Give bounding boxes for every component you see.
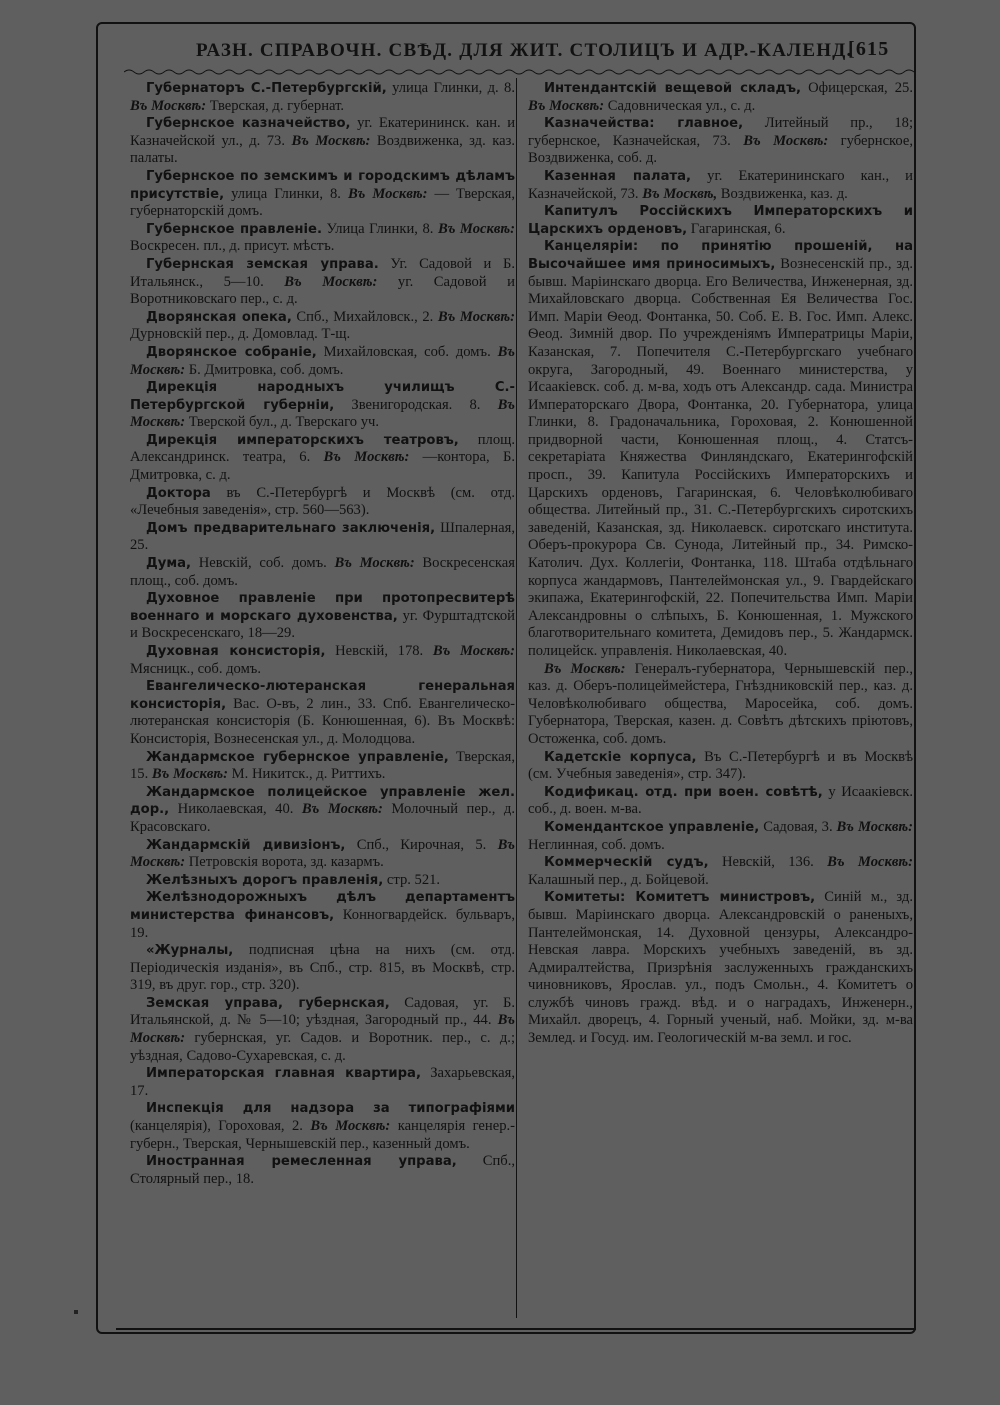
entry-moscow-text: Воскресенская площ., соб. домъ.: [130, 555, 515, 589]
entry-text: Садовая, уг. Б. Итальянской, д. № 5—10; уѣздная, Загородный пр., 44.: [130, 994, 515, 1029]
entry-moscow-text: М. Никитск., д. Риттихъ.: [228, 766, 386, 783]
entry-text: Въ С.-Петербургѣ и въ Москвѣ (см. Учебныя заведенія», стр. 347).: [528, 748, 913, 783]
entry-text: Шпалерная, 25.: [130, 519, 516, 554]
directory-entry: [528, 749, 913, 784]
directory-entry: [130, 555, 515, 590]
entry-text: Садовая, 3.: [759, 818, 833, 835]
entry-text: стр. 521.: [383, 871, 441, 888]
entry-moscow-text: Неглинная, соб. домъ.: [528, 836, 665, 853]
running-header: [196, 40, 916, 62]
directory-entry: [130, 520, 515, 555]
page-number: [615: [848, 38, 890, 60]
entry-heading: Кодификац. отд. при воен. совѣтѣ,: [544, 784, 823, 800]
entry-heading: Комитеты: Комитетъ министровъ,: [544, 890, 816, 906]
entry-heading: Комендантское управленіе,: [544, 819, 760, 835]
entry-moscow-label: Въ Москвѣ:: [285, 132, 371, 149]
entry-moscow-label: Въ Москвѣ:: [832, 818, 913, 835]
entry-moscow-label: Въ Москвѣ:: [326, 555, 415, 572]
entry-text: Синій м., зд. бывш. Маріинскаго дворца. Александровскій о раненыхъ, Пантелеймонская, 14. Духовной цензуры, Александро-Невская лавра. Морскихъ учебныхъ заведеній, въ зд. Адмиралтейства, Призрѣнія заслуженныхъ гражданскихъ чиновниковъ, Ярослав. ул., подъ Смольн., 4. Комитетъ о службѣ чиновъ гражд. вѣд. и о наградахъ, Инженерн., Михайл. дворецъ, 4. Горный ученый, наб. Мойки, зд. м-ва Землед. и Госуд. им. Геологическій м-ва земл. и гос.: [528, 889, 913, 1047]
entry-moscow-text: Петровскія ворота, зд. казармъ.: [185, 854, 384, 871]
directory-entry: [130, 784, 515, 837]
entry-heading: Дворянское собраніе,: [146, 344, 317, 360]
entry-text: площ. Александринск. театра, 6.: [130, 431, 515, 466]
entry-heading: Дирекція императорскихъ театровъ,: [146, 432, 459, 448]
entry-text: Михайловская, соб. домъ.: [316, 343, 491, 360]
entry-text: уг. Екатерининскаго кан., и Казначейской, 73.: [528, 167, 913, 202]
entry-moscow-label: Въ Москвѣ:: [813, 854, 913, 871]
entry-heading: Губернское казначейство,: [146, 116, 351, 132]
entry-heading: Инспекція для надзора за типографіями: [146, 1101, 515, 1117]
entry-moscow-text: Генералъ-губернатора, Чернышевскій пер., каз. д. Оберъ-полицеймейстера, Гнѣздниковскій пер., каз. д. Человѣколюбиваго общества, Маросейка, соб. домъ. Губернатора, Тверская, казен. д. Совѣтъ дѣтскихъ пріютовъ, Остоженка, соб. домъ.: [528, 660, 913, 747]
entry-heading: «Журналы,: [146, 943, 234, 959]
entry-heading: Духовная консисторія,: [146, 644, 326, 659]
entry-moscow-label: Въ Москвѣ:: [148, 766, 229, 783]
entry-heading: Жандармское губернское управленіе,: [146, 749, 449, 765]
directory-entry: [528, 854, 913, 889]
entry-heading: Казначейства: главное,: [544, 116, 744, 132]
entry-heading: Губернская земская управа.: [146, 256, 379, 272]
entry-text: Спб., Столярный пер., 18.: [130, 1153, 515, 1187]
entry-moscow-text: Б. Дмитровка, соб. домъ.: [185, 361, 344, 378]
directory-entry: [528, 889, 913, 1047]
entry-moscow-text: Воздвиженка, каз. д.: [717, 185, 848, 202]
entry-text: Литейный пр., 18; губернское, Казначейская, 73.: [528, 115, 913, 149]
entry-text: Звенигородская. 8.: [334, 396, 481, 413]
entry-text: подписная цѣна на нихъ (см. отд. Періодическія изданія», въ Спб., стр. 815, въ Москвѣ, стр. 319, въ друг. гор., стр. 320).: [130, 942, 515, 994]
directory-entry: [130, 221, 515, 256]
entry-heading: Земская управа, губернская,: [146, 995, 390, 1011]
entry-moscow-label: Въ Москвѣ:: [310, 449, 410, 466]
entry-text: Уг. Садовой и Б. Итальянск., 5—10.: [130, 255, 515, 290]
entry-moscow-text: Дурновскій пер., д. Домовлад. Т-щ.: [130, 326, 351, 343]
entry-text: Улица Глинки, 8.: [321, 220, 434, 237]
directory-entry: [528, 661, 913, 749]
entry-text: у Исаакіевск. соб., д. воен. м-ва.: [528, 783, 914, 818]
entry-text: Спб., Михайловск., 2.: [291, 308, 434, 325]
directory-entry: [528, 203, 913, 238]
entry-moscow-label: Въ Москвѣ:: [130, 1012, 515, 1047]
entry-moscow-text: Садовническая ул., с. д.: [604, 97, 756, 114]
entry-heading: Канцеляріи: по принятію прошеній, на Высочайшее имя приносимыхъ,: [528, 239, 913, 272]
entry-heading: Духовное правленіе при протопресвитерѣ военнаго и морскаго духовенства,: [130, 591, 515, 624]
entry-moscow-label: Въ Москвѣ:: [130, 343, 515, 378]
entry-heading: Жандармскій дивизіонъ,: [146, 837, 346, 853]
directory-entry: [130, 115, 515, 168]
entry-moscow-text: губернское, Воздвиженка, соб. д.: [528, 132, 913, 167]
entry-heading: Евангелическо-лютеранская генеральная консисторія,: [130, 679, 515, 712]
entry-moscow-text: Спб. Евангелическо-лютеранская консисторія (Б. Конюшенная, 6). Въ Москвѣ: Консисторія, Вознесенская ул., д. Молодцова.: [130, 695, 515, 747]
column-divider: [516, 78, 517, 1318]
entry-moscow-text: — Тверская, губернаторскій домъ.: [130, 185, 515, 220]
directory-entry: [130, 432, 515, 485]
entry-text: Вас. О-въ, 2 лин., 33.: [226, 695, 377, 712]
entry-heading: Желѣзнодорожныхъ дѣлъ департаментъ министерства финансовъ,: [130, 890, 515, 923]
entry-moscow-label: Въ Москвѣ:: [528, 97, 605, 114]
entry-heading: Жандармское полицейское управленіе жел. дор.,: [130, 784, 515, 818]
directory-entry: [130, 344, 515, 379]
directory-entry: [130, 256, 515, 309]
entry-text: уг. Фурштадтской и Воскресенскаго, 18—29.: [130, 607, 515, 642]
entry-moscow-text: Тверской бул., д. Тверскаго уч.: [185, 414, 379, 431]
directory-entry: [130, 678, 515, 748]
entry-moscow-text: Молочный пер., д. Красовскаго.: [130, 801, 515, 835]
entry-moscow-text: губернская, уг. Садов. и Воротник. пер., с. д.; уѣздная, Садово-Сухаревская, с. д.: [130, 1030, 515, 1064]
directory-entry: [130, 168, 515, 221]
entry-text: Захарьевская, 17.: [130, 1065, 515, 1099]
directory-entry: [130, 309, 515, 344]
entry-text: Офицерская, 25.: [801, 80, 913, 96]
entry-heading: Казенная палата,: [544, 168, 692, 184]
bottom-rule: [116, 1328, 916, 1330]
directory-entry: [528, 80, 913, 115]
entry-moscow-label: Въ Москвѣ:: [302, 1118, 391, 1135]
entry-heading: Императорская главная квартира,: [146, 1066, 421, 1082]
entry-text: Николаевская, 40.: [169, 801, 294, 818]
directory-entry: [130, 889, 515, 942]
entry-text: Вознесенскій пр., зд. бывш. Маріинскаго дворца. Его Величества, Инженерная, зд. Михайловскаго дворца. Собственная Ея Величества Гос. Имп. Маріи Ѳеод. Фонтанка, 50. Соб. Е. В. Гос. Имп. Алекс. Ѳеод. Зимній двор. По учрежденіямъ Императрицы Маріи, Казанская, 7. Попечителя С.-Петербургскаго учебнаго округа, Загородный, 49. Военнаго министерства, у Исаакіевск. соб. д. м-ва, ходъ отъ Александр. сада. Министра Императорскаго Двора, Фонтанка, 20. Губернатора, улица Глинки, 8. Градоначальника, Гороховая, 2. Конюшенной придворной части, Конюшенная площ., 4. Статсъ-секретаріата Княжества Финляндскаго, Екатерингофскій просп., 39. Капитула Россійскихъ Императорскихъ и Царскихъ орденовъ, Гагаринская, 6. Человѣколюбиваго общества. Литейный пр., 31. С.-Петербургскихъ сиротскихъ заведеній, Казанская, зд. Николаевск. сиротскаго института. Оберъ-прокурора Св. Сунода, Литейный пр., 34. Римско-Католич. Дух. Коллегіи, Фонтанка, 118. Штаба отдѣльнаго корпуса жандармовъ, Пантелеймонская ул., 9. Гвардейскаго экипажа, Екатерингофскій, 22. Попечительства Имп. Маріи Александровны о слѣпыхъ, Б. Конюшенная, 1. Мужского благотворительнаго комитета, Демидовъ пер., 5. Жандармск. полицейск. управленія. Николаевская, 40.: [528, 255, 913, 659]
directory-entry: [130, 1100, 515, 1153]
directory-entry: [130, 379, 515, 432]
entry-moscow-text: Воскресен. пл., д. присут. мѣстъ.: [130, 238, 335, 255]
entry-text: улица Глинки, 8.: [224, 185, 341, 202]
entry-moscow-label: Въ Москвѣ:: [433, 308, 515, 325]
entry-heading: Губернское правленіе.: [146, 221, 322, 237]
directory-entry: [130, 1153, 515, 1188]
entry-heading: Домъ предварительнаго заключенія,: [146, 520, 436, 536]
entry-text: Невскій, соб. домъ.: [191, 555, 327, 572]
entry-moscow-label: Въ Москвѣ:: [423, 643, 515, 659]
entry-moscow-label: Въ Москвѣ:: [130, 396, 515, 431]
entry-heading: Губернаторъ С.-Петербургскій,: [146, 81, 387, 96]
entry-heading: Дирекція народныхъ училищъ С.-Петербургской губерніи,: [130, 380, 515, 413]
entry-text: уг. Екатерининск. кан. и Казначейской ул., д. 73.: [130, 115, 516, 149]
entry-moscow-label: Въ Москвѣ:: [433, 220, 515, 237]
directory-entry: [528, 819, 913, 854]
entry-moscow-text: —контора, Б. Дмитровка, с. д.: [130, 449, 515, 484]
directory-entry: [130, 749, 515, 784]
entry-moscow-text: Воздвиженка, зд. каз. палаты.: [130, 132, 515, 167]
directory-entry: [130, 942, 515, 995]
directory-entry: [528, 784, 913, 819]
entry-moscow-label: Въ Москвѣ:: [340, 185, 428, 202]
entry-heading: Дума,: [146, 556, 192, 572]
entry-moscow-text: Калашный пер., д. Бойцевой.: [528, 871, 709, 888]
entry-heading: Кадетскіе корпуса,: [544, 749, 697, 765]
entry-moscow-label: Въ Москвѣ:: [263, 273, 378, 290]
entry-text: (канцелярія), Гороховая, 2.: [130, 1118, 303, 1135]
right-column: [528, 80, 913, 1048]
entry-moscow-label: Въ Москвѣ:: [730, 132, 829, 149]
entry-moscow-text: Мясницк., соб. домъ.: [130, 660, 262, 677]
directory-entry: [528, 238, 913, 660]
entry-heading: Интендантскій вещевой складъ,: [544, 81, 802, 96]
directory-entry: [130, 872, 515, 890]
directory-entry: [130, 80, 515, 115]
entry-heading: Капитулъ Россійскихъ Императорскихъ и Царскихъ орденовъ,: [528, 204, 913, 237]
entry-heading: Губернское по земскимъ и городскимъ дѣламъ присутствіе,: [130, 168, 515, 202]
entry-moscow-label: Въ Москвѣ:: [130, 97, 207, 114]
entry-text: Спб., Кирочная, 5.: [345, 836, 487, 853]
entry-text: Невскій, 178.: [325, 643, 424, 659]
entry-heading: Дворянская опека,: [146, 309, 292, 325]
directory-entry: [130, 1065, 515, 1100]
entry-moscow-label: Въ Москвѣ,: [638, 185, 718, 202]
entry-heading: Доктора: [146, 485, 211, 501]
directory-entry: [130, 995, 515, 1065]
entry-moscow-text: канцелярія генер.-губерн., Тверская, Чернышевскій пер., казенный домъ.: [130, 1118, 516, 1152]
entry-text: Конногвардейск. бульваръ, 19.: [130, 906, 515, 941]
entry-heading: Коммерческій судъ,: [544, 855, 709, 871]
entry-moscow-label: Въ Москвѣ:: [544, 660, 626, 677]
directory-entry: [130, 837, 515, 872]
entry-heading: Иностранная ремесленная управа,: [146, 1154, 457, 1170]
entry-moscow-text: Тверская, д. губернат.: [206, 97, 345, 114]
entry-text: въ С.-Петербургѣ и Москвѣ (см. отд. «Лечебныя заведенія», стр. 560—563).: [130, 484, 515, 519]
directory-entry: [528, 115, 913, 168]
page-mark: [74, 1310, 78, 1314]
left-column: [130, 80, 515, 1188]
directory-entry: [130, 485, 515, 520]
entry-moscow-label: Въ Москвѣ:: [293, 801, 383, 818]
entry-text: улица Глинки, д. 8.: [386, 80, 515, 96]
entry-heading: Желѣзныхъ дорогъ правленія,: [146, 872, 384, 888]
header-title: РАЗН. СПРАВОЧН. СВѢД. ДЛЯ ЖИТ. СТОЛИЦЪ И АДР.-КАЛЕНД.: [196, 40, 853, 61]
entry-moscow-label: Въ Москвѣ:: [130, 836, 515, 871]
entry-moscow-text: уг. Садовой и Воротниковскаго пер., с. д.: [130, 273, 515, 308]
directory-entry: [528, 168, 913, 203]
decorative-rule: [124, 68, 914, 76]
directory-entry: [130, 590, 515, 643]
entry-text: Гагаринская, 6.: [687, 220, 786, 237]
entry-text: Тверская, 15.: [130, 748, 515, 783]
entry-text: Невскій, 136.: [708, 854, 814, 871]
directory-entry: [130, 643, 515, 678]
